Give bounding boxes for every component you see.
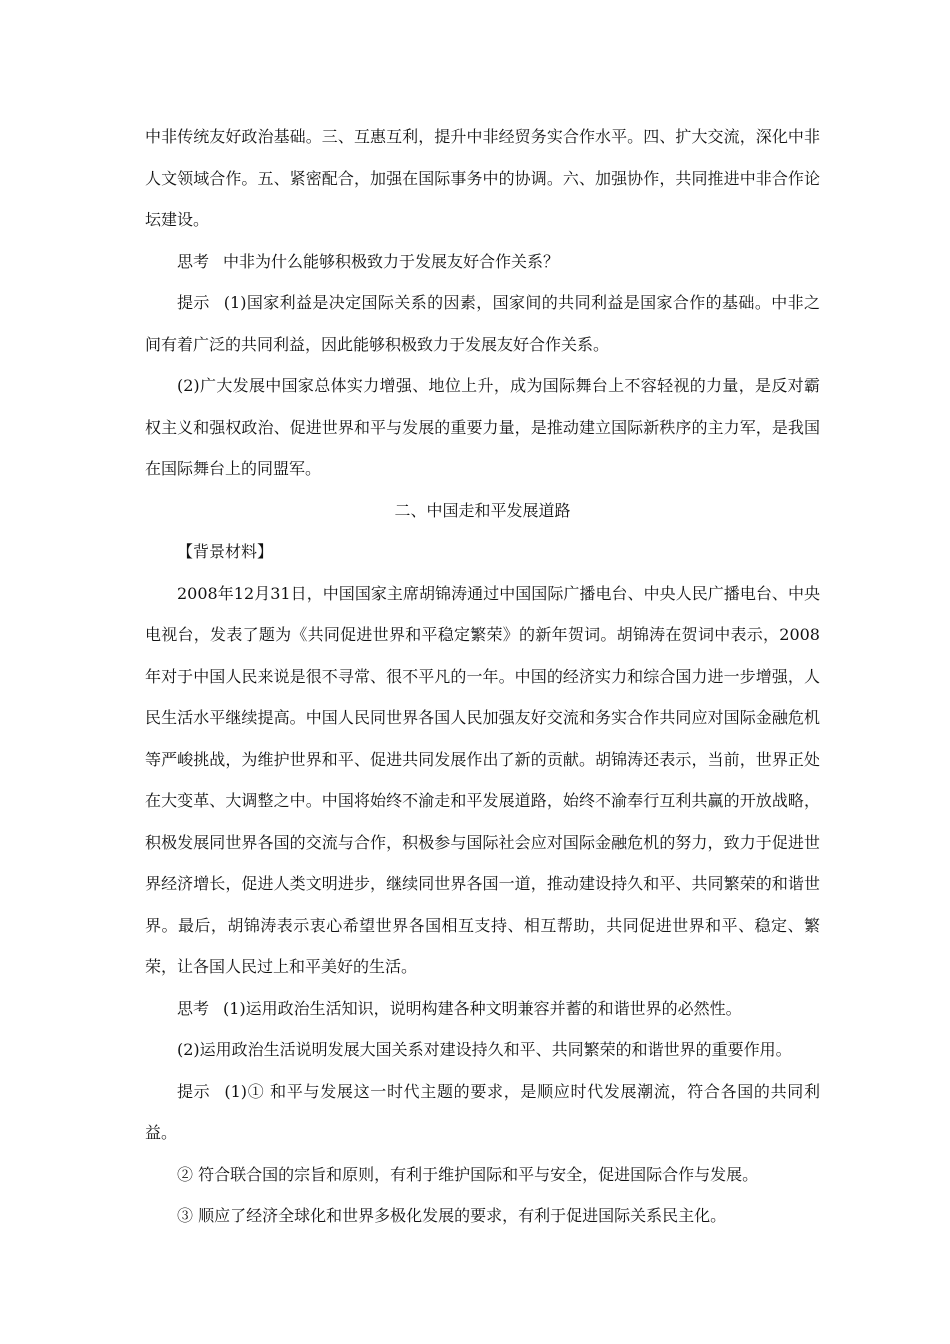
background-text: 2008年12月31日，中国国家主席胡锦涛通过中国国际广播电台、中央人民广播电台、中央电视台，发表了题为《共同促进世界和平稳定繁荣》的新年贺词。胡锦涛在贺词中表示，2008年对于中国人民来说是很不寻常、很不平凡的一年。中国的经济实力和综合国力进一步增强，人民生活水平继续提高。中国人民同世界各国人民加强友好交流和务实合作共同应对国际金融危机等严峻挑战，为维护世界和平、促进共同发展作出了新的贡献。胡锦涛还表示，当前，世界正处在大变革、大调整之中。中国将始终不渝走和平发展道路，始终不渝奉行互利共赢的开放战略，积极发展同世界各国的交流与合作，积极参与国际社会应对国际金融危机的努力，致力于促进世界经济增长，促进人类文明进步，继续同世界各国一道，推动建设持久和平、共同繁荣的和谐世界。最后，胡锦涛表示衷心希望世界各国相互支持、相互帮助，共同促进世界和平、稳定、繁荣，让各国人民过上和平美好的生活。 xyxy=(145,583,820,976)
hint-label: 提示 xyxy=(177,1081,211,1101)
question-label: 思考 xyxy=(177,251,210,271)
question-label: 思考 xyxy=(177,998,210,1018)
hint-1-part-2: (2)广大发展中国家总体实力增强、地位上升，成为国际舞台上不容轻视的力量，是反对霸权主义和强权政治、促进世界和平与发展的重要力量，是推动建立国际新秩序的主力军，是我国在国际舞台上的同盟军。 xyxy=(145,376,820,478)
hint-label: 提示 xyxy=(177,293,210,312)
hint-2-item-3: ③ 顺应了经济全球化和世界多极化发展的要求，有利于促进国际关系民主化。 xyxy=(177,1206,727,1225)
intro-paragraph: 中非传统友好政治基础。三、互惠互利，提升中非经贸务实合作水平。四、扩大交流，深化中非人文领域合作。五、紧密配合，加强在国际事务中的协调。六、加强协作，共同推进中非合作论坛建设。 xyxy=(145,127,820,229)
hint-text: (1)① 和平与发展这一时代主题的要求，是顺应时代发展潮流，符合各国的共同利益。 xyxy=(145,1081,820,1142)
question-text: 中非为什么能够积极致力于发展友好合作关系？ xyxy=(223,251,560,271)
section-title: 二、中国走和平发展道路 xyxy=(394,500,571,520)
hint-1 xyxy=(145,282,820,365)
hint-2 xyxy=(145,1071,820,1154)
hint-2-item-2: ② 符合联合国的宗旨和原则，有利于维护国际和平与安全，促进国际合作与发展。 xyxy=(177,1164,759,1184)
question-2 xyxy=(145,988,820,1030)
background-label: 【背景材料】 xyxy=(177,542,274,561)
hint-text: (1)国家利益是决定国际关系的因素，国家间的共同利益是国家合作的基础。中非之间有着广泛的共同利益，因此能够积极致力于发展友好合作关系。 xyxy=(145,293,820,354)
question-text: (1)运用政治生活知识，说明构建各种文明兼容并蓄的和谐世界的必然性。 xyxy=(223,998,742,1018)
question-2-part-2: (2)运用政治生活说明发展大国关系对建设持久和平、共同繁荣的和谐世界的重要作用。 xyxy=(177,1040,792,1059)
document-page xyxy=(145,116,820,1237)
question-1 xyxy=(145,241,820,283)
